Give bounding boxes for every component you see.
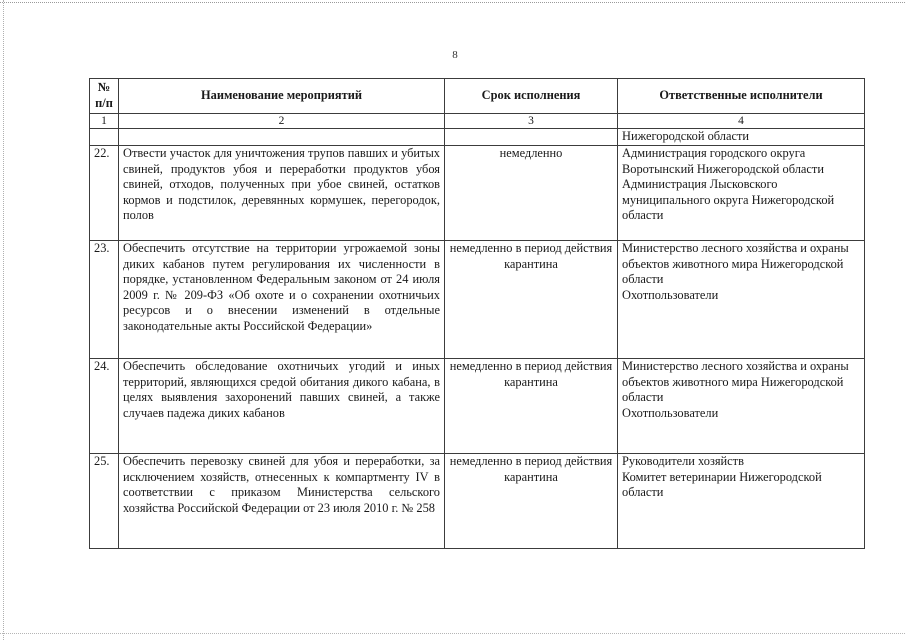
cell-term: немедленно в период действия карантина — [445, 454, 618, 549]
cell-num: 22. — [90, 146, 119, 241]
measures-table — [89, 78, 865, 549]
column-index-row — [90, 114, 865, 129]
responsible-entry: Руководители хозяйств — [622, 454, 744, 468]
header-name: Наименование мероприятий — [119, 79, 445, 114]
responsible-entry: Министерство лесного хозяйства и охраны объектов животного мира Нижегородской области — [622, 241, 849, 287]
cell-term — [445, 129, 618, 146]
table-row-continuation — [90, 129, 865, 146]
cell-responsible: Нижегородской области — [618, 129, 865, 146]
responsible-entry: Министерство лесного хозяйства и охраны объектов животного мира Нижегородской области — [622, 359, 849, 405]
cell-name: Обеспечить перевозку свиней для убоя и переработки, за исключением хозяйств, отнесенных к компартменту IV в соответствии с приказом Министерства сельского хозяйства Российской Федерации от 23 июля 2010 г. № 258 — [119, 454, 445, 549]
cell-name: Отвести участок для уничтожения трупов павших и убитых свиней, продуктов убоя и переработки продуктов убоя свиней, отходов, полученных при убое свиней, остатков кормов и подстилок, деревянных кормушек, перегородок, полов — [119, 146, 445, 241]
table-row — [90, 454, 865, 549]
header-term: Срок исполнения — [445, 79, 618, 114]
table-row — [90, 146, 865, 241]
scan-edge-top — [0, 2, 905, 3]
table-row — [90, 359, 865, 454]
cell-num: 24. — [90, 359, 119, 454]
responsible-entry: Администрация Лысковского муниципального округа Нижегородской области — [622, 177, 835, 223]
responsible-entry: Охотпользователи — [622, 405, 719, 420]
cell-name — [119, 129, 445, 146]
page-number: 8 — [452, 49, 458, 61]
responsible-entry: Охотпользователи — [622, 287, 719, 302]
cell-responsible — [618, 146, 865, 241]
header-num: № п/п — [90, 79, 119, 114]
scan-edge-left — [3, 0, 4, 640]
responsible-entry: Администрация городского округа Воротынский Нижегородской области — [622, 146, 824, 176]
table-row — [90, 241, 865, 359]
column-index-1: 1 — [90, 114, 119, 129]
cell-term: немедленно — [445, 146, 618, 241]
cell-num: 25. — [90, 454, 119, 549]
header-responsible: Ответственные исполнители — [618, 79, 865, 114]
cell-term: немедленно в период действия карантина — [445, 359, 618, 454]
cell-num: 23. — [90, 241, 119, 359]
scan-edge-bottom — [0, 633, 905, 634]
responsible-entry: Комитет ветеринарии Нижегородской области — [622, 469, 822, 500]
column-index-4: 4 — [618, 114, 865, 129]
column-index-2: 2 — [119, 114, 445, 129]
cell-responsible — [618, 241, 865, 359]
table-header-row — [90, 79, 865, 114]
cell-name: Обеспечить отсутствие на территории угрожаемой зоны диких кабанов путем регулирования их численности в порядке, установленном Федеральным законом от 24 июля 2009 г. № 209-ФЗ «Об охоте и о сохранении охотничьих ресурсов и о внесении изменений в отдельные законодательные акты Российской Федерации» — [119, 241, 445, 359]
cell-name: Обеспечить обследование охотничьих угодий и иных территорий, являющихся средой обитания дикого кабана, в целях выявления захоронений павших свиней, а также случаев падежа диких кабанов — [119, 359, 445, 454]
cell-num — [90, 129, 119, 146]
column-index-3: 3 — [445, 114, 618, 129]
cell-responsible — [618, 454, 865, 549]
cell-responsible — [618, 359, 865, 454]
cell-term: немедленно в период действия карантина — [445, 241, 618, 359]
